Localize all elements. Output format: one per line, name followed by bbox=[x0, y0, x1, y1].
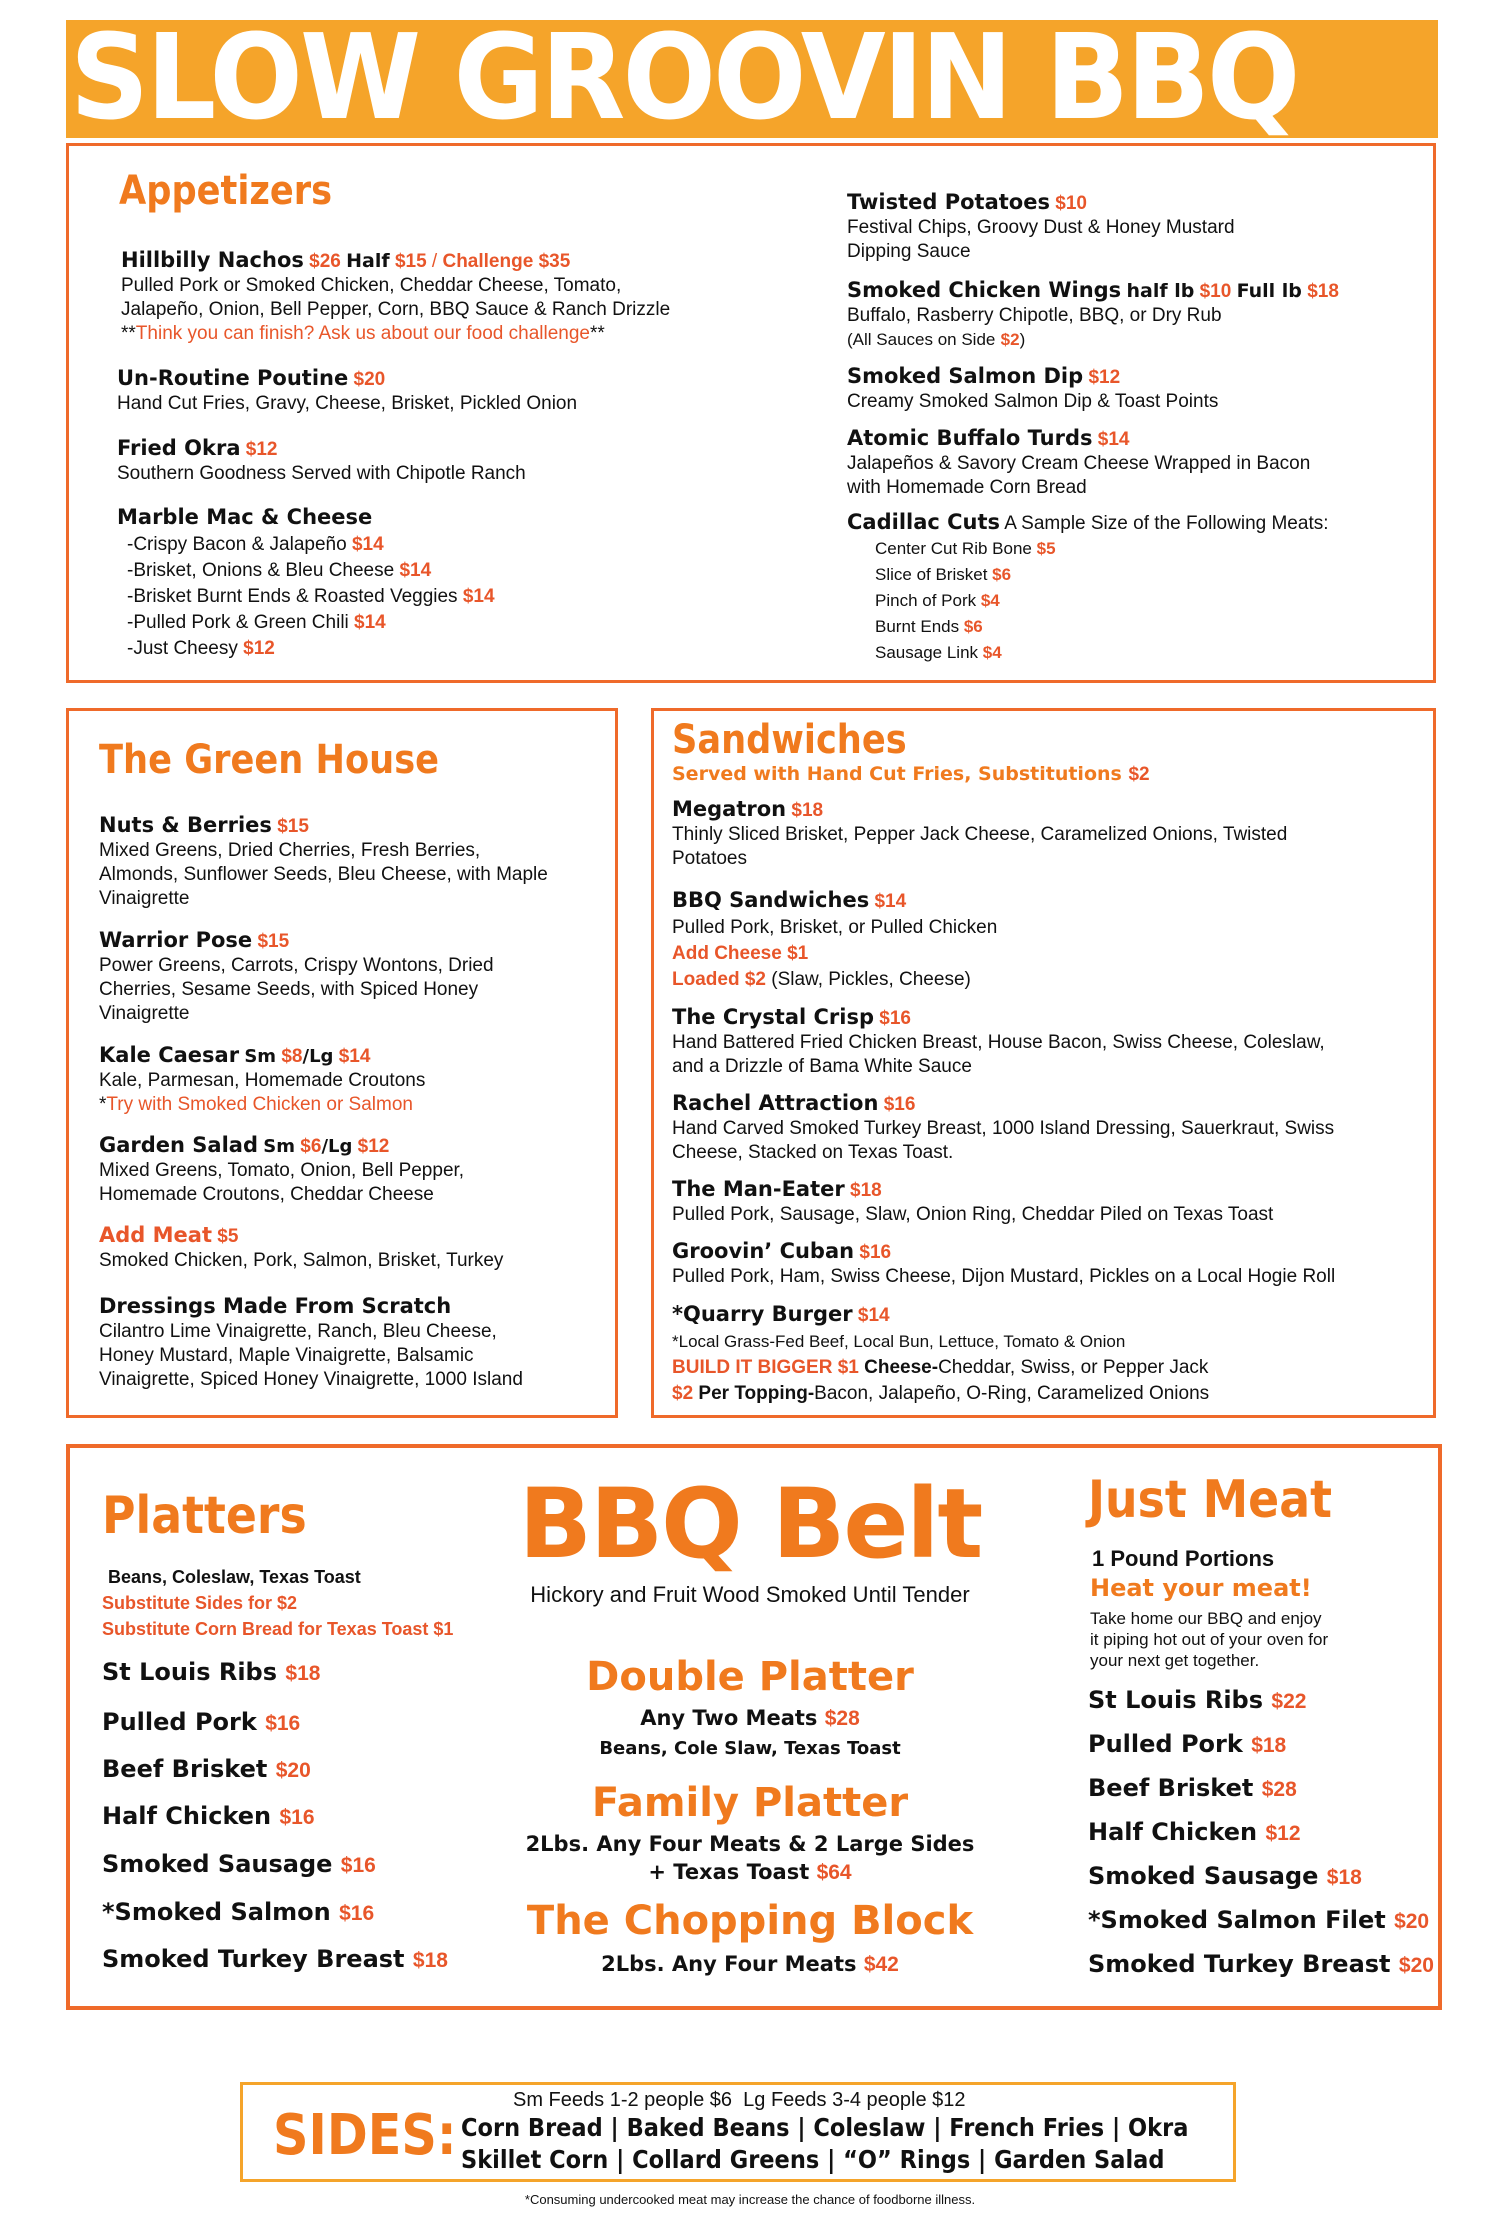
menu-item-rachel-attraction: Rachel Attraction $16 Hand Carved Smoked Turkey Breast, 1000 Island Dressing, Sauerkraut, Swiss Cheese, Stacked on Texas Toast. bbox=[672, 1091, 1335, 1163]
menu-item-nuts-berries: Nuts & Berries $15 Mixed Greens, Dried Cherries, Fresh Berries, Almonds, Sunflower Seeds, Bleu Cheese, with Maple Vinaigrette bbox=[99, 813, 548, 909]
just-meat-item: Beef Brisket $28 bbox=[1088, 1774, 1297, 1802]
menu-item-warrior-pose: Warrior Pose $15 Power Greens, Carrots, Crispy Wontons, Dried Cherries, Sesame Seeds, with Spiced Honey Vinaigrette bbox=[99, 928, 494, 1024]
just-meat-item: *Smoked Salmon Filet $20 bbox=[1088, 1906, 1430, 1934]
family-platter-line1: 2Lbs. Any Four Meats & 2 Large Sides bbox=[525, 1832, 975, 1856]
menu-item-add-meat: Add Meat $5 Smoked Chicken, Pork, Salmon, Brisket, Turkey bbox=[99, 1223, 504, 1271]
bbq-belt-section bbox=[66, 1444, 1442, 2010]
bbq-belt-center bbox=[490, 1448, 1010, 2008]
sides-section bbox=[240, 2082, 1236, 2182]
sides-line-2: Skillet Corn | Collard Greens | “O” Rings | Garden Salad bbox=[461, 2145, 1165, 2174]
sandwiches-subtitle: Served with Hand Cut Fries, Substitutions $2 bbox=[672, 763, 1150, 785]
bbq-belt-title: BBQ Belt bbox=[518, 1468, 982, 1580]
platter-item: Smoked Sausage $16 bbox=[102, 1850, 376, 1878]
menu-item-fried-okra: Fried Okra $12 Southern Goodness Served with Chipotle Ranch bbox=[117, 436, 526, 484]
menu-item-megatron: Megatron $18 Thinly Sliced Brisket, Pepper Jack Cheese, Caramelized Onions, Twisted Potatoes bbox=[672, 797, 1288, 869]
bbq-belt-subtitle: Hickory and Fruit Wood Smoked Until Tender bbox=[530, 1582, 970, 1607]
menu-item-quarry-burger: *Quarry Burger $14 *Local Grass-Fed Beef, Local Bun, Lettuce, Tomato & Onion BUILD IT BIGGER $1 Cheese-Cheddar, Swiss, or Pepper Jack $2 Per Topping-Bacon, Jalapeño, O-Ring, Caramelized Onions bbox=[672, 1302, 1210, 1404]
just-meat-item: Smoked Sausage $18 bbox=[1088, 1862, 1362, 1890]
platter-item: Beef Brisket $20 bbox=[102, 1755, 311, 1783]
menu-item-kale-caesar: Kale Caesar Sm $8/Lg $14 Kale, Parmesan, Homemade Croutons *Try with Smoked Chicken or Salmon bbox=[99, 1043, 426, 1115]
menu-item-dressings: Dressings Made From Scratch Cilantro Lime Vinaigrette, Ranch, Bleu Cheese, Honey Mustard, Maple Vinaigrette, Balsamic Vinaigrette, Spiced Honey Vinaigrette, 1000 Island bbox=[99, 1294, 523, 1390]
just-meat-title: Just Meat bbox=[1088, 1470, 1332, 1530]
appetizers-section bbox=[66, 143, 1436, 683]
menu-item-bbq-sandwiches: BBQ Sandwiches $14 Pulled Pork, Brisket, or Pulled Chicken Add Cheese $1 Loaded $2 (Slaw, Pickles, Cheese) bbox=[672, 888, 998, 990]
appetizers-title: Appetizers bbox=[119, 168, 333, 214]
sides-title: SIDES: bbox=[273, 2103, 457, 2168]
menu-item-crystal-crisp: The Crystal Crisp $16 Hand Battered Fried Chicken Breast, House Bacon, Swiss Cheese, Coleslaw, and a Drizzle of Bama White Sauce bbox=[672, 1005, 1325, 1077]
sides-feeds: Sm Feeds 1-2 people $6 Lg Feeds 3-4 people $12 bbox=[513, 2089, 966, 2111]
menu-item-buffalo-turds: Atomic Buffalo Turds $14 Jalapeños & Savory Cream Cheese Wrapped in Bacon with Homemade Corn Bread bbox=[847, 426, 1311, 498]
menu-item-hillbilly-nachos: Hillbilly Nachos $26 Half $15 / Challenge $35 Pulled Pork or Smoked Chicken, Cheddar Cheese, Tomato, Jalapeño, Onion, Bell Pepper, Corn, BBQ Sauce & Ranch Drizzle **Think you can finish? Ask us about our food challenge** bbox=[121, 248, 671, 344]
just-meat-item: Half Chicken $12 bbox=[1088, 1818, 1301, 1846]
family-platter-title: Family Platter bbox=[591, 1780, 909, 1826]
chopping-block-title: The Chopping Block bbox=[526, 1898, 974, 1944]
platter-item: Half Chicken $16 bbox=[102, 1802, 315, 1830]
just-meat-item: Smoked Turkey Breast $20 bbox=[1088, 1950, 1434, 1978]
sandwiches-title: Sandwiches bbox=[672, 717, 907, 763]
menu-item-groovin-cuban: Groovin’ Cuban $16 Pulled Pork, Ham, Swiss Cheese, Dijon Mustard, Pickles on a Local Hogie Roll bbox=[672, 1239, 1336, 1287]
menu-item-poutine: Un-Routine Poutine $20 Hand Cut Fries, Gravy, Cheese, Brisket, Pickled Onion bbox=[117, 366, 578, 414]
menu-item-mac-cheese: Marble Mac & Cheese -Crispy Bacon & Jalapeño $14 -Brisket, Onions & Bleu Cheese $14 -Brisket Burnt Ends & Roasted Veggies $14 -Pulled Pork & Green Chili $14 -Just Cheesy $12 bbox=[117, 505, 495, 659]
double-platter-line: Any Two Meats $28 bbox=[640, 1706, 860, 1730]
greenhouse-title: The Green House bbox=[99, 737, 440, 783]
platter-item: Pulled Pork $16 bbox=[102, 1708, 301, 1736]
chopping-block-line: 2Lbs. Any Four Meats $42 bbox=[601, 1952, 899, 1976]
platters-info: Beans, Coleslaw, Texas Toast Substitute Sides for $2 Substitute Corn Bread for Texas Toast $1 bbox=[102, 1567, 454, 1639]
double-platter-sides: Beans, Cole Slaw, Texas Toast bbox=[599, 1738, 901, 1759]
sides-line-1: Corn Bread | Baked Beans | Coleslaw | French Fries | Okra bbox=[461, 2113, 1189, 2142]
sandwiches-section bbox=[651, 708, 1436, 1418]
disclaimer: *Consuming undercooked meat may increase the chance of foodborne illness. bbox=[524, 2192, 976, 2207]
menu-item-cadillac-cuts: Cadillac Cuts A Sample Size of the Following Meats: Center Cut Rib Bone $5 Slice of Brisket $6 Pinch of Pork $4 Burnt Ends $6 Sausage Link $4 bbox=[847, 510, 1329, 662]
menu-item-chicken-wings: Smoked Chicken Wings half lb $10 Full lb $18 Buffalo, Rasberry Chipotle, BBQ, or Dry Rub (All Sauces on Side $2) bbox=[847, 278, 1339, 349]
heat-your-meat: Heat your meat! bbox=[1090, 1574, 1312, 1602]
platter-item: St Louis Ribs $18 bbox=[102, 1658, 321, 1686]
just-meat-item: Pulled Pork $18 bbox=[1088, 1730, 1287, 1758]
menu-item-salmon-dip: Smoked Salmon Dip $12 Creamy Smoked Salmon Dip & Toast Points bbox=[847, 364, 1219, 412]
menu-item-twisted-potatoes: Twisted Potatoes $10 Festival Chips, Groovy Dust & Honey Mustard Dipping Sauce bbox=[847, 190, 1235, 262]
menu-item-garden-salad: Garden Salad Sm $6/Lg $12 Mixed Greens, Tomato, Onion, Bell Pepper, Homemade Croutons, Cheddar Cheese bbox=[99, 1133, 465, 1205]
platters-title: Platters bbox=[102, 1486, 307, 1546]
menu-item-man-eater: The Man-Eater $18 Pulled Pork, Sausage, Slaw, Onion Ring, Cheddar Piled on Texas Toast bbox=[672, 1177, 1274, 1225]
platter-item: *Smoked Salmon $16 bbox=[102, 1898, 375, 1926]
just-meat-item: St Louis Ribs $22 bbox=[1088, 1686, 1307, 1714]
greenhouse-section bbox=[66, 708, 618, 1418]
platter-item: Smoked Turkey Breast $18 bbox=[102, 1945, 448, 1973]
family-platter-line2: + Texas Toast $64 bbox=[648, 1860, 852, 1884]
restaurant-title: SLOW GROOVIN BBQ bbox=[70, 8, 1298, 146]
double-platter-title: Double Platter bbox=[586, 1654, 914, 1700]
heat-your-meat-desc: Take home our BBQ and enjoy it piping hot out of your oven for your next get together. bbox=[1090, 1609, 1329, 1670]
just-meat-portions: 1 Pound Portions bbox=[1092, 1546, 1275, 1571]
